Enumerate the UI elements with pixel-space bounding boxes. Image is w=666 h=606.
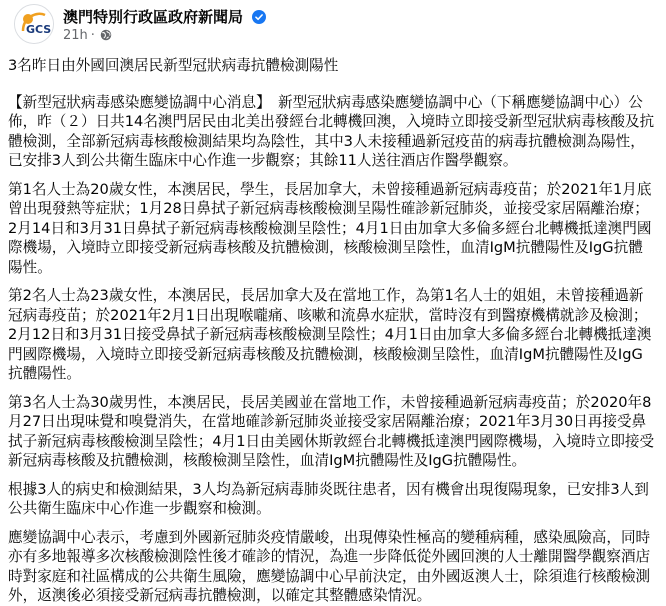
globe-icon[interactable] (100, 29, 112, 45)
post-body (8, 56, 656, 606)
page-avatar[interactable] (14, 4, 54, 44)
post-title: 3名昨日由外國回澳居民新型冠狀病毒抗體檢測陽性 (8, 57, 339, 74)
verified-badge-icon (252, 10, 266, 28)
svg-text:GCS: GCS (26, 23, 52, 36)
post-paragraph: 第2名人士為23歲女性，本澳居民，長居加拿大及在當地工作，為第1名人士的姐姐，未曾接種過新冠病毒疫苗；於2021年2月1日出現喉嚨痛、咳嗽和流鼻水症狀，當時沒有到醫療機構就診及檢測；2月12日和3月31日接受鼻拭子新冠病毒核酸檢測呈陰性；4月1日由加拿大多倫多經台北轉機抵達澳門國際機場，入境時立即接受新冠病毒核酸及抗體檢測，核酸檢測呈陰性，血清IgM抗體陽性及IgG抗體陽性。 (8, 287, 652, 382)
page-name-text[interactable]: 澳門特別行政區政府新聞局 (63, 8, 244, 26)
post-paragraph: 【新型冠狀病毒感染應變協調中心消息】 新型冠狀病毒感染應變協調中心（下稱應變協調中心）公佈，昨（２）日共14名澳門居民由北美出發經台北轉機回澳，入境時立即接受新型冠狀病毒核酸及抗體檢測，全部新冠病毒核酸檢測結果均為陰性，其中3人未接種過新冠疫苗的病毒抗體檢測為陽性，已安排3人到公共衛生臨床中心作進一步觀察；其餘11人送往酒店作醫學觀察。 (8, 93, 655, 169)
post-meta (63, 28, 112, 45)
post-paragraph: 根據3人的病史和檢測結果，3人均為新冠病毒肺炎既往患者，因有機會出現復陽現象，已安排3人到公共衛生臨床中心作進一步觀察和檢測。 (8, 480, 649, 517)
meta-separator: · (90, 28, 95, 43)
post-timestamp[interactable]: 21h (63, 28, 88, 43)
post-paragraph: 第3名人士為30歲男性，本澳居民，長居美國並在當地工作，未曾接種過新冠病毒疫苗；於2020年8月27日出現味覺和嗅覺消失，在當地確診新冠肺炎並接受家居隔離治療；2021年3月30日再接受鼻拭子新冠病毒核酸檢測呈陰性；4月1日由美國休斯敦經台北轉機抵達澳門國際機場，入境時立即接受新冠病毒核酸及抗體檢測，核酸檢測呈陰性，血清IgM抗體陽性及IgG抗體陽性。 (8, 393, 655, 469)
post-paragraph: 應變協調中心表示，考慮到外國新冠肺炎疫情嚴峻，出現傳染性極高的變種病種，感染風險高，同時亦有多地報導多次核酸檢測陰性後才確診的情況，為進一步降低從外國回澳的人士離開醫學觀察酒店時對家庭和社區構成的公共衛生風險，應變協調中心早前決定，由外國返澳人士，除須進行核酸檢測外，返澳後必須接受新冠病毒抗體檢測，以確定其整體感染情況。 (8, 528, 651, 604)
page-name[interactable] (63, 6, 266, 28)
post-paragraph: 第1名人士為20歲女性，本澳居民，學生，長居加拿大，未曾接種過新冠病毒疫苗；於2021年1月底曾出現發熱等症狀；1月28日鼻拭子新冠病毒核酸檢測呈陽性確診新冠肺炎，並接受家居隔離治療；2月14日和3月31日鼻拭子新冠病毒核酸檢測呈陰性；4月1日由加拿大多倫多經台北轉機抵達澳門國際機場，入境時立即接受新冠病毒核酸及抗體檢測，核酸檢測呈陰性，血清IgM抗體陽性及IgG抗體陽性。 (8, 180, 652, 276)
logo-icon (15, 5, 53, 43)
post-header (14, 4, 654, 48)
